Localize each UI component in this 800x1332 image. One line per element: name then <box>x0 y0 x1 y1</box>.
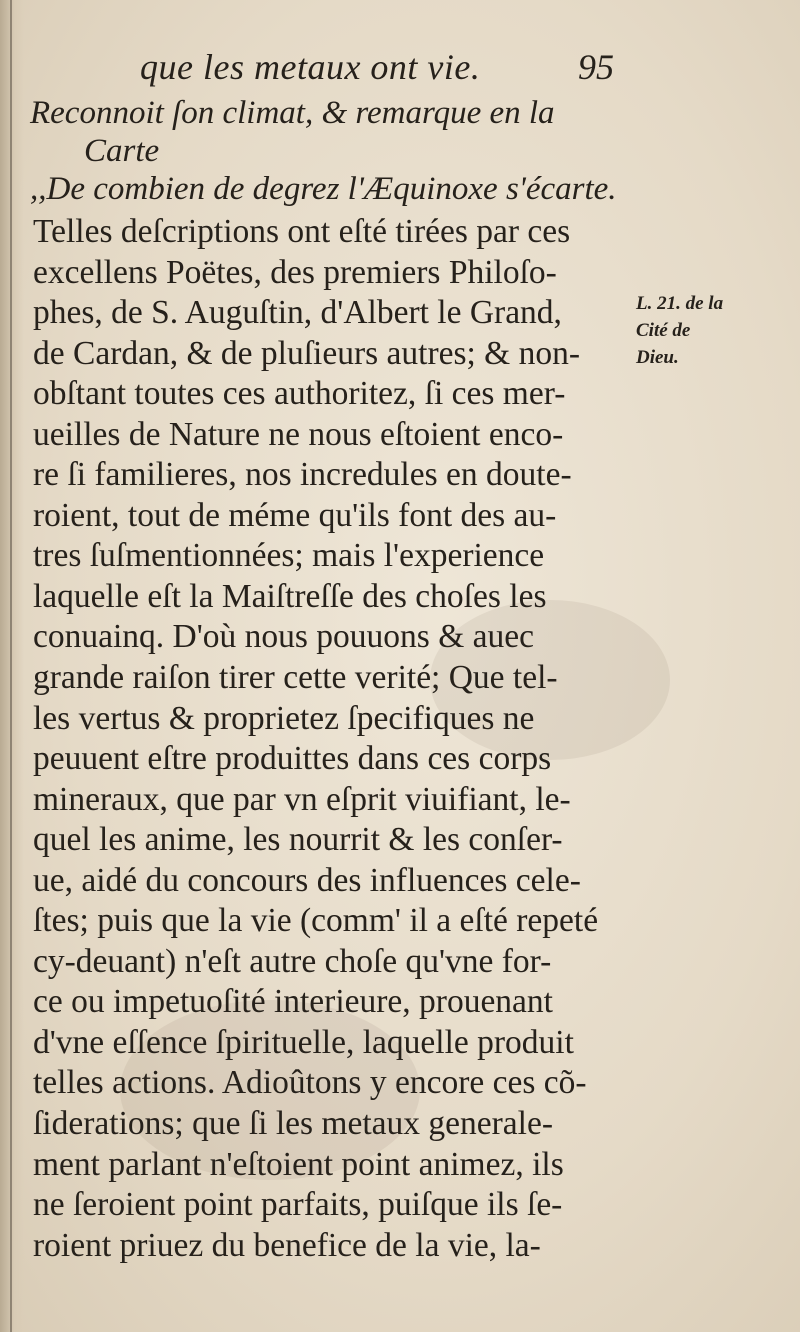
text-line: d'vne eſſence ſpirituelle, laquelle produit <box>33 1023 574 1061</box>
text-line: obſtant toutes ces authoritez, ſi ces mer- <box>33 375 566 413</box>
text-line: tres ſuſmentionnées; mais l'experience <box>33 537 545 575</box>
text-line: Telles deſcriptions ont eſté tirées par ces <box>33 213 571 250</box>
body-text <box>33 212 633 1266</box>
text-line: ueilles de Nature ne nous eſtoient enco- <box>33 415 564 453</box>
gutter-edge <box>10 0 12 1332</box>
running-head <box>0 44 800 94</box>
text-line: ne ſeroient point parfaits, puiſque ils ſe- <box>33 1186 563 1224</box>
text-line: conuainq. D'où nous pouuons & auec <box>33 618 535 656</box>
verse-line: Carte <box>84 133 160 169</box>
text-line: ſiderations; que ſi les metaux generale- <box>33 1105 553 1143</box>
text-line: grande raiſon tirer cette verité; Que tel- <box>33 659 558 697</box>
text-line: re ſi familieres, nos incredules en doute- <box>33 456 572 494</box>
marginal-note-line: Cité de <box>636 320 691 341</box>
text-line: ſtes; puis que la vie (comm' il a eſté repeté <box>33 902 599 940</box>
text-line: telles actions. Adioûtons y encore ces cõ- <box>33 1064 587 1102</box>
text-line: les vertus & proprietez ſpecifiques ne <box>33 699 535 737</box>
text-line: excellens Poëtes, des premiers Philoſo- <box>33 253 557 291</box>
text-line: quel les anime, les nourrit & les conſer- <box>33 821 563 859</box>
text-line: laquelle eſt la Maiſtreſſe des choſes les <box>33 577 547 615</box>
marginal-note <box>636 290 796 371</box>
page-number: 95 <box>578 47 614 87</box>
text-line: cy-deuant) n'eſt autre choſe qu'vne for- <box>33 942 552 980</box>
text-line: mineraux, que par vn eſprit viuifiant, le- <box>33 780 571 818</box>
marginal-note-line: L. 21. de la <box>636 293 724 314</box>
verse-line: Reconnoit ſon climat, & remarque en la <box>30 95 555 131</box>
text-line: ce ou impetuoſité interieure, prouenant <box>33 983 553 1021</box>
text-line: de Cardan, & de pluſieurs autres; & non- <box>33 334 581 372</box>
gutter-shadow <box>0 0 24 1332</box>
verse-line: ,,De combien de degrez l'Æquinoxe s'écarte. <box>30 171 617 207</box>
text-line: ue, aidé du concours des influences cele- <box>33 861 581 899</box>
text-line: peuuent eſtre produittes dans ces corps <box>33 740 552 778</box>
text-line: phes, de S. Auguſtin, d'Albert le Grand, <box>33 294 562 332</box>
text-line: roient priuez du benefice de la vie, la- <box>33 1226 541 1264</box>
marginal-note-line: Dieu. <box>636 347 679 368</box>
text-line: roient, tout de méme qu'ils font des au- <box>33 496 557 534</box>
running-title: que les metaux ont vie. <box>140 47 481 87</box>
text-line: ment parlant n'eſtoient point animez, ils <box>33 1145 564 1183</box>
